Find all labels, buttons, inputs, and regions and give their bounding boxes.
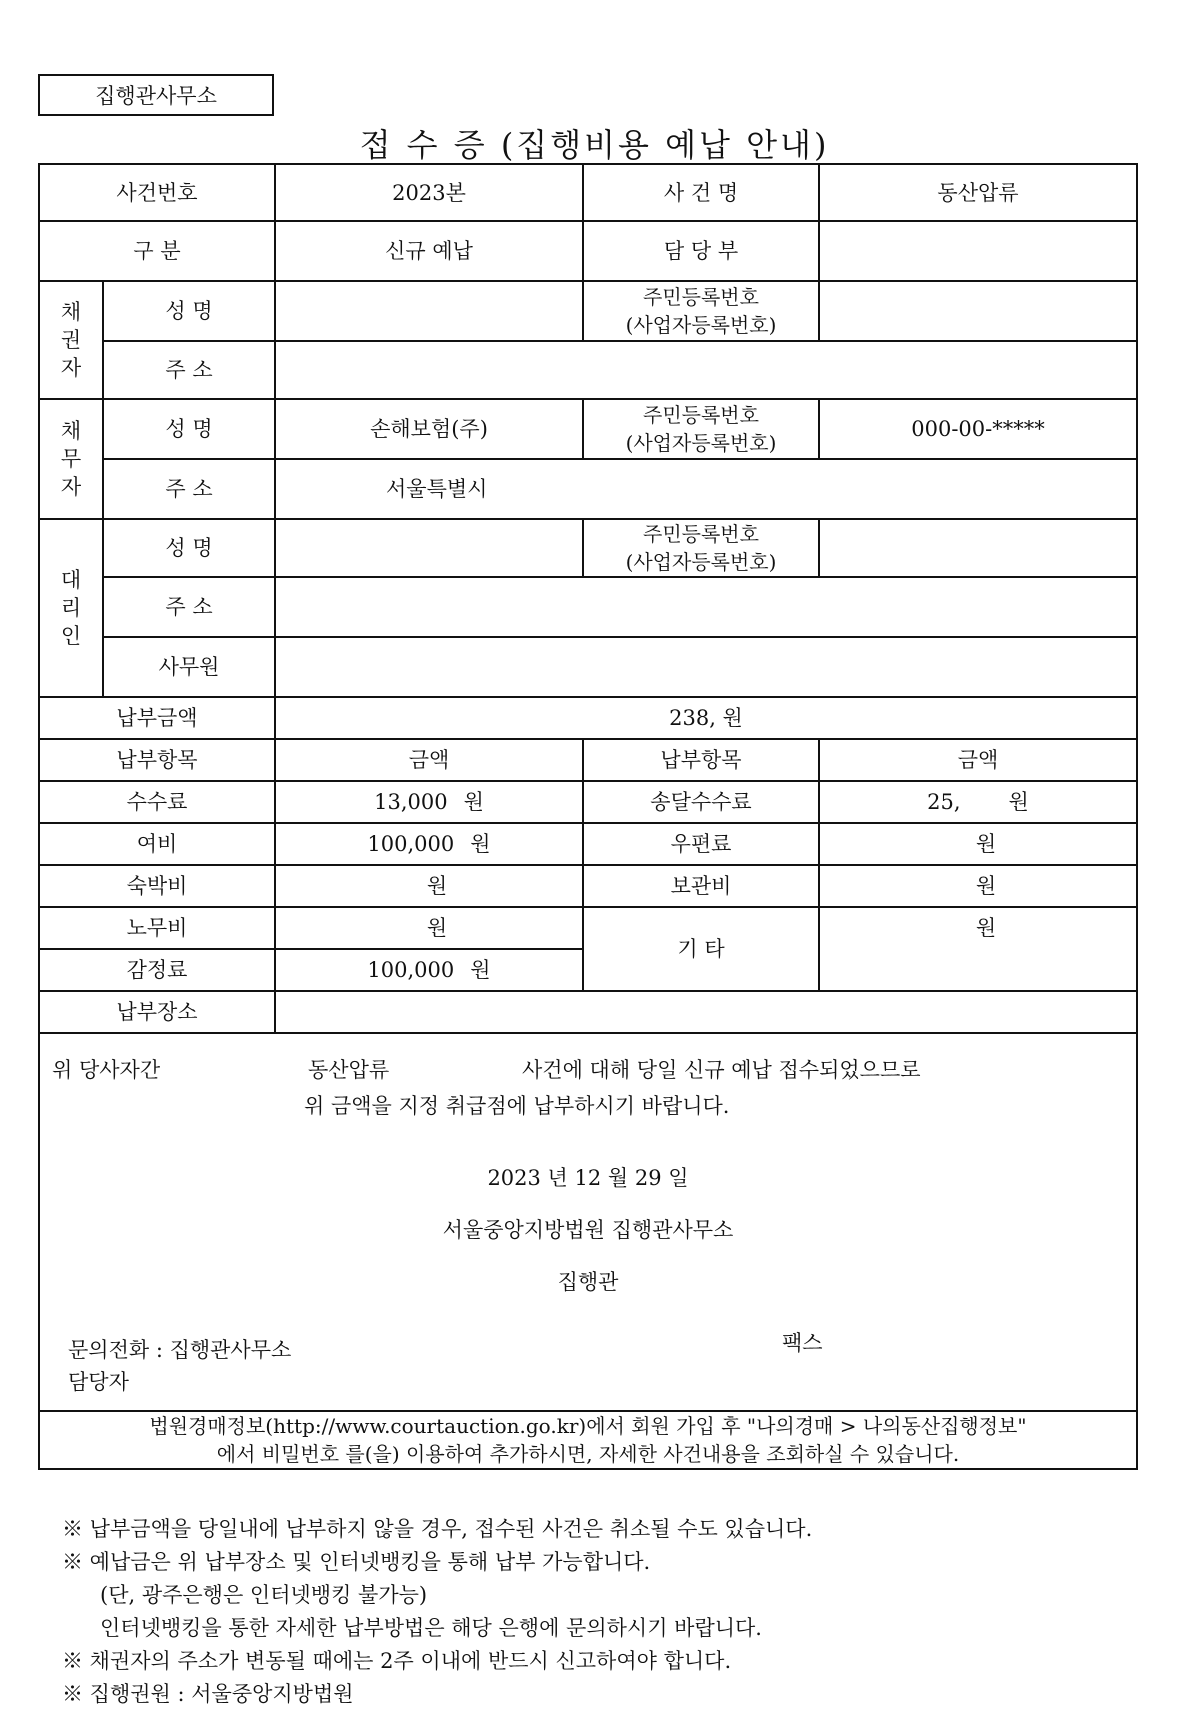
case-name-label: 사 건 명	[583, 164, 819, 221]
agent-id-label: 주민등록번호 (사업자등록번호)	[583, 519, 819, 577]
lodging-row	[39, 865, 1137, 907]
storage-amount: 원	[819, 865, 1137, 907]
payment-header-row	[39, 739, 1137, 781]
item-header-left: 납부항목	[39, 739, 275, 781]
notice-block	[39, 1033, 1137, 1411]
storage-label: 보관비	[583, 865, 819, 907]
dept-label: 담 당 부	[583, 221, 819, 281]
notice-line1-rest: 사건에 대해 당일 신규 예납 접수되었으므로	[522, 1058, 921, 1082]
notice-parties: 위 당사자간	[52, 1058, 161, 1082]
item-header-right: 납부항목	[583, 739, 819, 781]
creditor-id-value	[819, 281, 1137, 341]
notice-case-type: 동산압류	[308, 1058, 390, 1082]
agent-addr-value	[275, 577, 1137, 637]
postage-amount: 원	[819, 823, 1137, 865]
agent-clerk-label: 사무원	[103, 637, 275, 697]
debtor-name-label: 성 명	[103, 399, 275, 459]
place-value	[275, 991, 1137, 1033]
appraisal-amount: 100,000 원	[275, 949, 583, 991]
debtor-name-value: 손해보험(주)	[275, 399, 583, 459]
debtor-id-value: 000-00-*****	[819, 399, 1137, 459]
debtor-name-row	[39, 399, 1137, 459]
travel-row	[39, 823, 1137, 865]
agent-id-value	[819, 519, 1137, 577]
case-number-label: 사건번호	[39, 164, 275, 221]
notice-manager-label: 담당자	[68, 1370, 129, 1394]
notice-line2: 위 금액을 지정 취급점에 납부하시기 바랍니다.	[304, 1094, 730, 1118]
lodging-amount: 원	[275, 865, 583, 907]
debtor-id-label: 주민등록번호 (사업자등록번호)	[583, 399, 819, 459]
payment-total-value: 238, 원	[275, 697, 1137, 739]
document-title: 접 수 증 (집행비용 예납 안내)	[359, 126, 830, 164]
online-info-line1: 법원경매정보(http://www.courtauction.go.kr)에서 회원 가입 후 "나의경매 > 나의동산집행정보"	[149, 1414, 1027, 1438]
case-name-value: 동산압류	[819, 164, 1137, 221]
footnote-2a: (단, 광주은행은 인터넷뱅킹 불가능)	[100, 1583, 428, 1607]
postage-label: 우편료	[583, 823, 819, 865]
notice-officer: 집행관	[557, 1270, 619, 1294]
receipt-form	[38, 163, 1138, 1470]
case-number-value: 2023본	[275, 164, 583, 221]
notice-row	[39, 1033, 1137, 1411]
footnote-2: ※ 예납금은 위 납부장소 및 인터넷뱅킹을 통해 납부 가능합니다.	[62, 1550, 651, 1574]
online-info	[39, 1411, 1137, 1469]
agent-clerk-row	[39, 637, 1137, 697]
amount-header-left: 금액	[275, 739, 583, 781]
online-info-line2: 에서 비밀번호 를(을) 이용하여 추가하시면, 자세한 사건내용을 조회하실 수 있습니다.	[216, 1442, 960, 1466]
debtor-addr-label: 주 소	[103, 459, 275, 519]
agent-name-label: 성 명	[103, 519, 275, 577]
travel-amount: 100,000 원	[275, 823, 583, 865]
fee-amount: 13,000 원	[275, 781, 583, 823]
creditor-addr-row	[39, 341, 1137, 399]
payment-total-row	[39, 697, 1137, 739]
creditor-name-row	[39, 281, 1137, 341]
debtor-addr-row	[39, 459, 1137, 519]
notice-fax-label: 팩스	[782, 1331, 823, 1355]
debtor-group-label: 채무자	[39, 399, 103, 519]
payment-total-label: 납부금액	[39, 697, 275, 739]
travel-label: 여비	[39, 823, 275, 865]
creditor-group-label: 채권자	[39, 281, 103, 399]
footnote-2b: 인터넷뱅킹을 통한 자세한 납부방법은 해당 은행에 문의하시기 바랍니다.	[100, 1616, 762, 1640]
fee-row	[39, 781, 1137, 823]
category-label: 구 분	[39, 221, 275, 281]
delivery-fee-amount: 25, 원	[819, 781, 1137, 823]
case-row-2	[39, 221, 1137, 281]
notice-phone-label: 문의전화 : 집행관사무소	[68, 1338, 292, 1362]
footnote-1: ※ 납부금액을 당일내에 납부하지 않을 경우, 접수된 사건은 취소될 수도 있습니다.	[62, 1517, 813, 1541]
lodging-label: 숙박비	[39, 865, 275, 907]
agent-group-label: 대리인	[39, 519, 103, 697]
labor-row	[39, 907, 1137, 949]
other-label: 기 타	[583, 907, 819, 991]
notice-court: 서울중앙지방법원 집행관사무소	[442, 1218, 734, 1242]
other-amount: 원	[819, 907, 1137, 991]
creditor-name-label: 성 명	[103, 281, 275, 341]
case-row-1	[39, 164, 1137, 221]
agent-name-row	[39, 519, 1137, 577]
labor-label: 노무비	[39, 907, 275, 949]
fee-label: 수수료	[39, 781, 275, 823]
delivery-fee-label: 송달수수료	[583, 781, 819, 823]
place-label: 납부장소	[39, 991, 275, 1033]
labor-amount: 원	[275, 907, 583, 949]
online-info-row	[39, 1411, 1137, 1469]
office-label: 집행관사무소	[38, 74, 274, 116]
creditor-addr-label: 주 소	[103, 341, 275, 399]
category-value: 신규 예납	[275, 221, 583, 281]
agent-addr-label: 주 소	[103, 577, 275, 637]
place-row	[39, 991, 1137, 1033]
creditor-addr-value	[275, 341, 1137, 399]
debtor-addr-value: 서울특별시	[275, 459, 1137, 519]
creditor-id-label: 주민등록번호 (사업자등록번호)	[583, 281, 819, 341]
footnotes	[62, 1513, 812, 1711]
dept-value	[819, 221, 1137, 281]
agent-clerk-value	[275, 637, 1137, 697]
appraisal-label: 감정료	[39, 949, 275, 991]
footnote-4: ※ 집행권원 : 서울중앙지방법원	[62, 1682, 354, 1706]
agent-addr-row	[39, 577, 1137, 637]
creditor-name-value	[275, 281, 583, 341]
amount-header-right: 금액	[819, 739, 1137, 781]
notice-date: 2023 년 12 월 29 일	[487, 1166, 689, 1190]
agent-name-value	[275, 519, 583, 577]
footnote-3: ※ 채권자의 주소가 변동될 때에는 2주 이내에 반드시 신고하여야 합니다.	[62, 1649, 732, 1673]
